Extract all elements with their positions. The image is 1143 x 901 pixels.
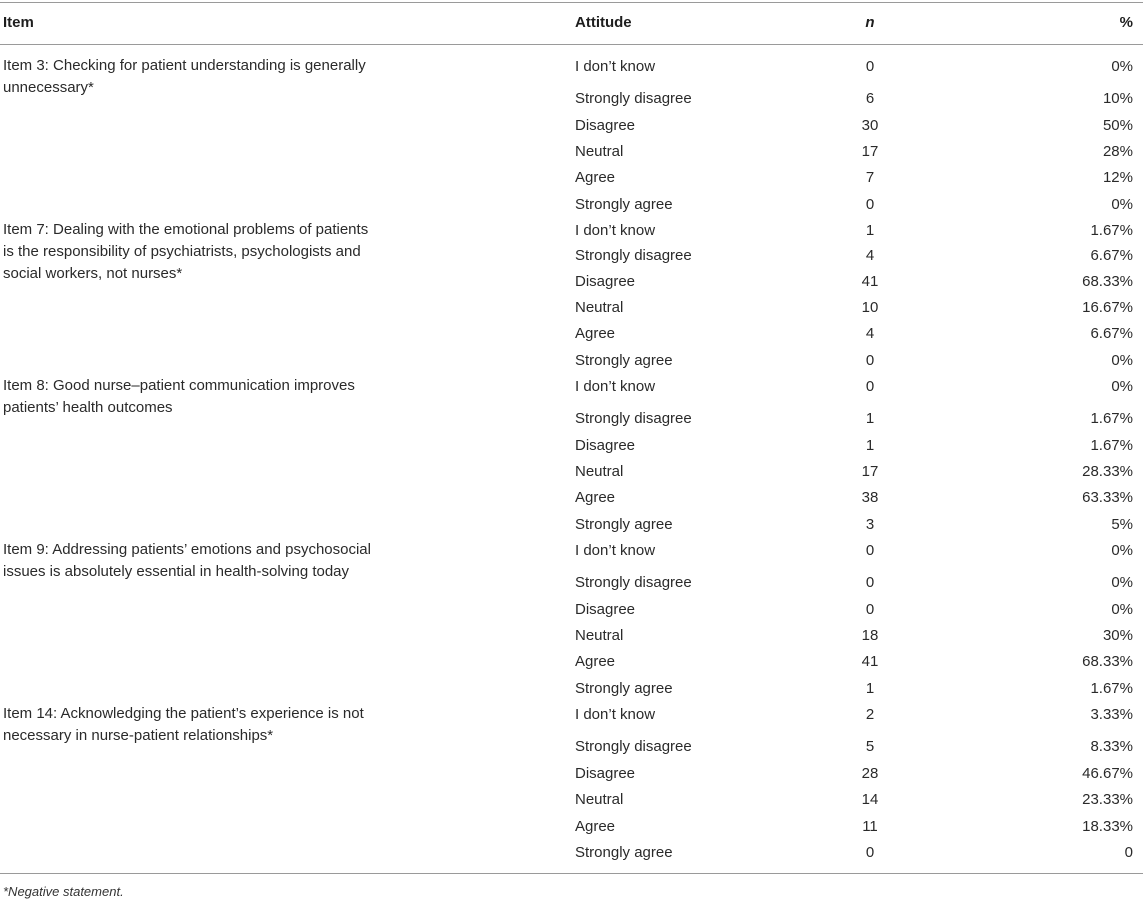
header-pct: % <box>1119 14 1133 31</box>
attitude-cell: Strongly agree <box>575 352 673 369</box>
percent-cell: 18.33% <box>1082 818 1133 835</box>
count-cell: 0 <box>865 352 875 369</box>
percent-cell: 68.33% <box>1082 273 1133 290</box>
count-cell: 1 <box>865 680 875 697</box>
percent-cell: 0% <box>1111 542 1133 559</box>
attitude-cell: Disagree <box>575 601 636 618</box>
attitude-cell: Disagree <box>575 765 636 782</box>
count-cell: 0 <box>865 378 875 395</box>
count-cell: 5 <box>865 738 875 755</box>
percent-cell: 1.67% <box>1090 437 1133 454</box>
attitude-cell: Strongly agree <box>575 680 673 697</box>
attitude-cell: Agree <box>575 489 616 506</box>
bottom-rule <box>0 873 1143 874</box>
count-cell: 0 <box>865 844 875 861</box>
top-rule <box>0 2 1143 3</box>
percent-cell: 28% <box>1102 143 1133 160</box>
percent-cell: 50% <box>1102 117 1133 134</box>
attitude-cell: Agree <box>575 818 616 835</box>
percent-cell: 6.67% <box>1090 325 1133 342</box>
attitude-cell: Neutral <box>575 143 624 160</box>
percent-cell: 46.67% <box>1082 765 1133 782</box>
attitude-cell: Strongly agree <box>575 516 673 533</box>
percent-cell: 6.67% <box>1090 247 1133 264</box>
attitude-cell: I don’t know <box>575 222 656 239</box>
attitude-cell: Disagree <box>575 273 636 290</box>
percent-cell: 1.67% <box>1090 680 1133 697</box>
item-label: Item 3: Checking for patient understanding is generally unnecessary* <box>3 57 366 96</box>
item-label: Item 7: Dealing with the emotional problems of patients is the responsibility of psychiatrists, psychologists and social workers, not nurses* <box>3 221 369 282</box>
percent-cell: 16.67% <box>1082 299 1133 316</box>
attitude-cell: Strongly disagree <box>575 738 692 755</box>
count-cell: 10 <box>861 299 879 316</box>
percent-cell: 30% <box>1102 627 1133 644</box>
attitude-cell: Strongly agree <box>575 844 673 861</box>
count-cell: 41 <box>861 273 879 290</box>
percent-cell: 0% <box>1111 196 1133 213</box>
count-cell: 3 <box>865 516 875 533</box>
percent-cell: 0% <box>1111 378 1133 395</box>
count-cell: 0 <box>865 574 875 591</box>
attitude-cell: Disagree <box>575 117 636 134</box>
percent-cell: 28.33% <box>1082 463 1133 480</box>
attitude-cell: Strongly disagree <box>575 247 692 264</box>
percent-cell: 1.67% <box>1090 222 1133 239</box>
attitude-cell: Strongly disagree <box>575 574 692 591</box>
count-cell: 7 <box>865 169 875 186</box>
percent-cell: 5% <box>1111 516 1133 533</box>
attitude-cell: I don’t know <box>575 542 656 559</box>
percent-cell: 23.33% <box>1082 791 1133 808</box>
count-cell: 2 <box>865 706 875 723</box>
count-cell: 38 <box>861 489 879 506</box>
count-cell: 4 <box>865 247 875 264</box>
attitude-cell: Strongly disagree <box>575 410 692 427</box>
count-cell: 1 <box>865 437 875 454</box>
percent-cell: 10% <box>1102 90 1133 107</box>
attitude-cell: I don’t know <box>575 378 656 395</box>
count-cell: 4 <box>865 325 875 342</box>
count-cell: 28 <box>861 765 879 782</box>
header-attitude: Attitude <box>575 14 632 31</box>
attitude-cell: Agree <box>575 653 616 670</box>
percent-cell: 0% <box>1111 574 1133 591</box>
count-cell: 17 <box>861 463 879 480</box>
attitude-cell: Disagree <box>575 437 636 454</box>
percent-cell: 12% <box>1102 169 1133 186</box>
count-cell: 18 <box>861 627 879 644</box>
count-cell: 30 <box>861 117 879 134</box>
header-rule <box>0 44 1143 45</box>
count-cell: 17 <box>861 143 879 160</box>
count-cell: 0 <box>865 542 875 559</box>
count-cell: 6 <box>865 90 875 107</box>
count-cell: 1 <box>865 410 875 427</box>
percent-cell: 8.33% <box>1090 738 1133 755</box>
attitude-cell: Strongly disagree <box>575 90 692 107</box>
attitude-cell: I don’t know <box>575 58 656 75</box>
header-item: Item <box>3 14 34 31</box>
percent-cell: 68.33% <box>1082 653 1133 670</box>
percent-cell: 3.33% <box>1090 706 1133 723</box>
count-cell: 1 <box>865 222 875 239</box>
attitude-cell: Neutral <box>575 627 624 644</box>
attitude-cell: Neutral <box>575 463 624 480</box>
attitude-cell: Strongly agree <box>575 196 673 213</box>
percent-cell: 0% <box>1111 58 1133 75</box>
percent-cell: 1.67% <box>1090 410 1133 427</box>
footnote: *Negative statement. <box>3 884 124 899</box>
count-cell: 0 <box>865 196 875 213</box>
count-cell: 0 <box>865 601 875 618</box>
count-cell: 0 <box>865 58 875 75</box>
attitude-cell: Agree <box>575 325 616 342</box>
count-cell: 14 <box>861 791 879 808</box>
attitude-cell: Neutral <box>575 299 624 316</box>
count-cell: 41 <box>861 653 879 670</box>
percent-cell: 0% <box>1111 352 1133 369</box>
attitude-cell: I don’t know <box>575 706 656 723</box>
percent-cell: 0% <box>1111 601 1133 618</box>
item-label: Item 9: Addressing patients’ emotions and psychosocial issues is absolutely essential in health-solving today <box>3 541 371 580</box>
attitude-cell: Agree <box>575 169 616 186</box>
header-n: n <box>865 14 875 31</box>
item-label: Item 8: Good nurse–patient communication improves patients’ health outcomes <box>3 377 355 416</box>
percent-cell: 0 <box>1124 844 1133 861</box>
count-cell: 11 <box>862 818 878 835</box>
percent-cell: 63.33% <box>1082 489 1133 506</box>
item-label: Item 14: Acknowledging the patient’s experience is not necessary in nurse-patient relationships* <box>3 705 364 744</box>
attitude-cell: Neutral <box>575 791 624 808</box>
